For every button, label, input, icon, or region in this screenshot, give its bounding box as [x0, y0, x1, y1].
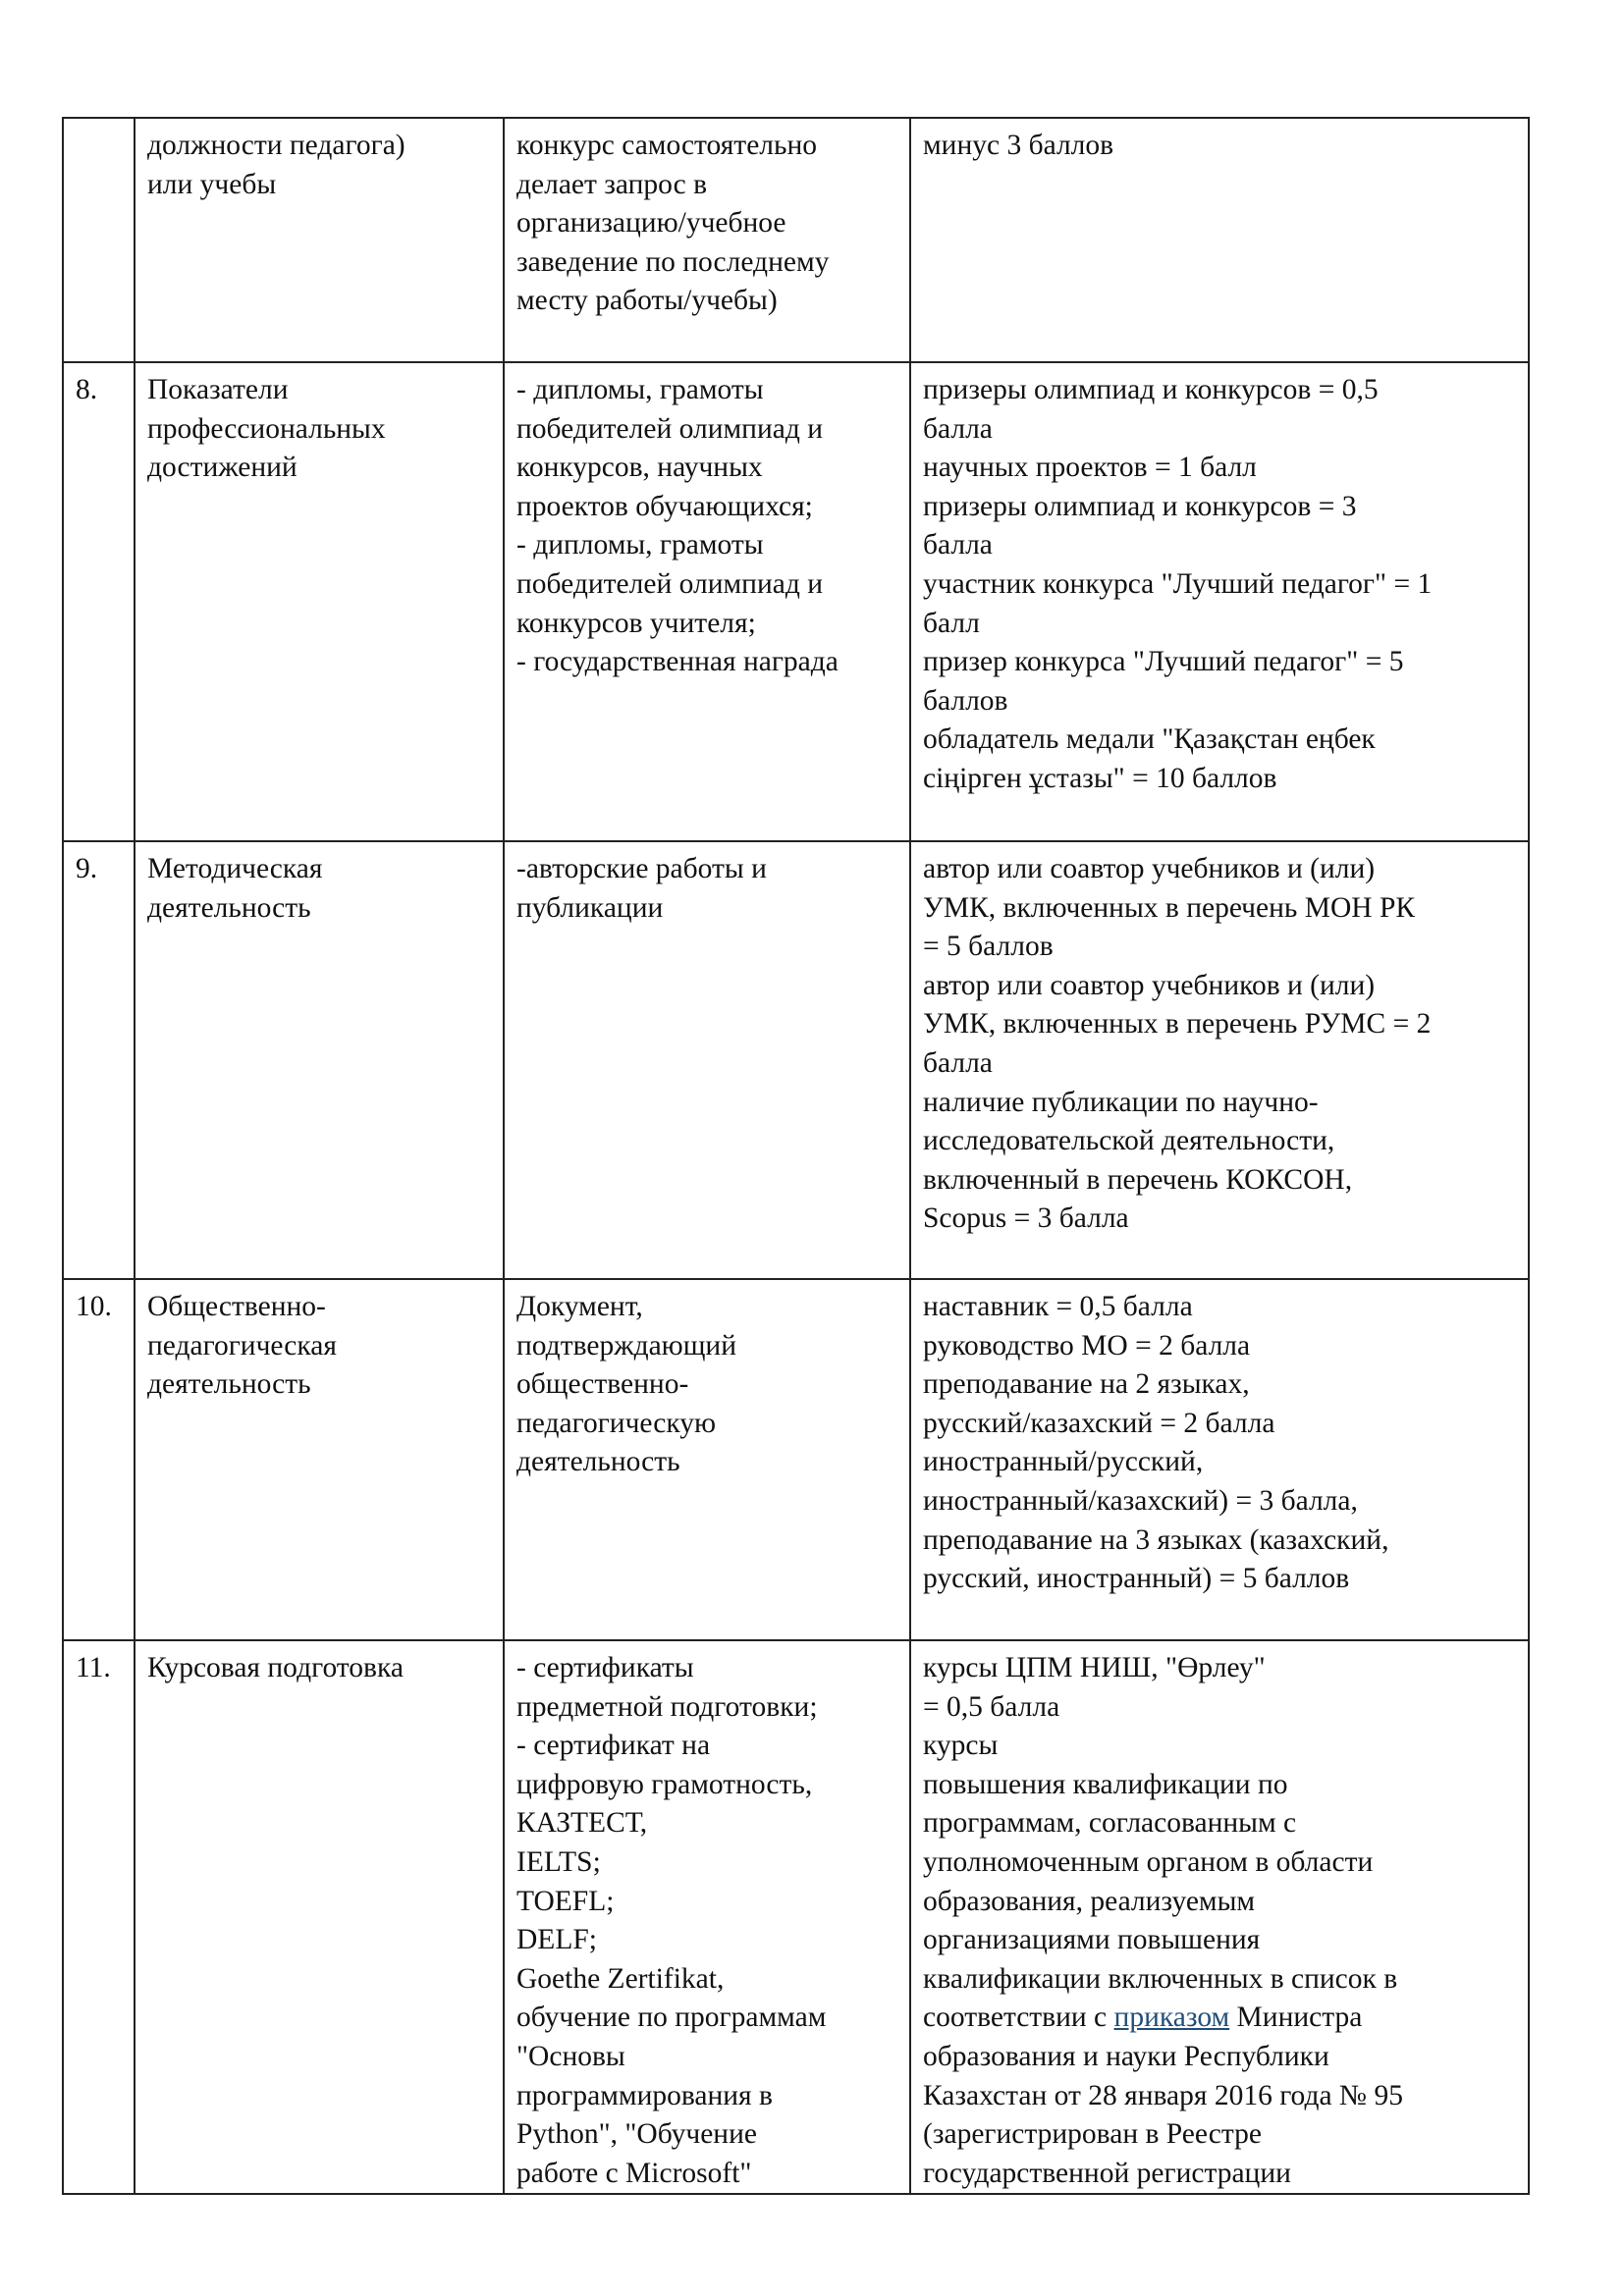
- text-line: квалификации включенных в список в: [923, 1962, 1398, 1995]
- text-line: образования, реализуемым: [923, 1885, 1256, 1917]
- text-line: педагогическая: [147, 1329, 337, 1362]
- text-line: КАЗТЕСТ,: [516, 1807, 648, 1840]
- table-row-8: [63, 362, 1529, 841]
- table-row-7-continued: [63, 118, 1529, 362]
- text-line: автор или соавтор учебников и (или): [923, 853, 1376, 884]
- text-line: DELF;: [516, 1924, 597, 1956]
- criterion-name: [135, 841, 504, 1279]
- text-line: образования и науки Республики: [923, 2040, 1329, 2072]
- text-line: балл: [923, 607, 980, 639]
- text-line: проектов обучающихся;: [516, 490, 813, 522]
- text-line: преподавание на 2 языках,: [923, 1368, 1250, 1401]
- row-number: 11.: [63, 1640, 135, 2194]
- text-line: программирования в: [516, 2079, 773, 2111]
- criteria-table: [62, 117, 1530, 2195]
- text-line: деятельность: [147, 891, 311, 924]
- text-line: или учебы: [147, 168, 277, 200]
- text-line: IELTS;: [516, 1845, 601, 1878]
- text-line: конкурс самостоятельно: [516, 130, 818, 161]
- text-line: призеры олимпиад и конкурсов = 0,5: [923, 374, 1379, 405]
- text-line: баллов: [923, 684, 1008, 717]
- text-line: автор или соавтор учебников и (или): [923, 969, 1376, 1001]
- text-line: конкурсов учителя;: [516, 607, 756, 639]
- text-line: курсы: [923, 1730, 999, 1762]
- table-row-10: [63, 1279, 1529, 1640]
- text-line: TOEFL;: [516, 1885, 615, 1917]
- text-line: балла: [923, 412, 993, 445]
- text-line: победителей олимпиад и: [516, 567, 823, 600]
- text-line: достижений: [147, 452, 298, 484]
- row-number: [63, 118, 135, 362]
- text-line: Общественно-: [147, 1291, 326, 1322]
- text-line: Python", "Обучение: [516, 2118, 757, 2151]
- text-line: Scopus = 3 балла: [923, 1202, 1129, 1235]
- table-row-9: [63, 841, 1529, 1279]
- text-line: деятельность: [147, 1368, 311, 1401]
- text-line: цифровую грамотность,: [516, 1768, 813, 1800]
- supporting-documents: [504, 1640, 910, 2194]
- text-line: общественно-: [516, 1368, 689, 1401]
- criterion-name: [135, 362, 504, 841]
- text-line: уполномоченным органом в области: [923, 1845, 1374, 1878]
- text-line: призер конкурса "Лучший педагог" = 5: [923, 646, 1404, 678]
- text-line: иностранный/казахский) = 3 балла,: [923, 1484, 1358, 1517]
- text-line: победителей олимпиад и: [516, 412, 823, 445]
- table-row-11: [63, 1640, 1529, 2194]
- text-fragment: Министра: [1229, 2002, 1363, 2034]
- text-line: иностранный/русский,: [923, 1446, 1204, 1478]
- text-line: организациями повышения: [923, 1924, 1261, 1956]
- text-line: -авторские работы и: [516, 853, 767, 884]
- text-line: заведение по последнему: [516, 245, 830, 278]
- text-line: повышения квалификации по: [923, 1768, 1288, 1800]
- text-line: делает запрос в: [516, 168, 708, 200]
- criterion-name: [135, 1279, 504, 1640]
- text-line: - сертификат на: [516, 1730, 711, 1762]
- text-line: наставник = 0,5 балла: [923, 1291, 1193, 1322]
- text-line: предметной подготовки;: [516, 1690, 818, 1723]
- text-line: месту работы/учебы): [516, 285, 778, 317]
- text-line: публикации: [516, 891, 664, 924]
- score-rules: [910, 118, 1529, 362]
- text-line: - государственная награда: [516, 646, 839, 678]
- text-line: должности педагога): [147, 130, 406, 161]
- text-line: - сертификаты: [516, 1652, 694, 1683]
- row-number: 8.: [63, 362, 135, 841]
- text-line: - дипломы, грамоты: [516, 529, 764, 561]
- supporting-documents: [504, 118, 910, 362]
- criterion-name: [135, 1640, 504, 2194]
- criterion-name: [135, 118, 504, 362]
- text-line: руководство МО = 2 балла: [923, 1329, 1251, 1362]
- text-line: курсы ЦПМ НИШ, "Өрлеу": [923, 1652, 1266, 1683]
- text-line: конкурсов, научных: [516, 452, 763, 484]
- text-line: наличие публикации по научно-: [923, 1086, 1319, 1118]
- text-line: "Основы: [516, 2040, 625, 2072]
- text-line: научных проектов = 1 балл: [923, 452, 1257, 484]
- text-line: исследовательской деятельности,: [923, 1125, 1335, 1157]
- text-fragment: соответствии с: [923, 2002, 1114, 2034]
- text-line: минус 3 баллов: [923, 130, 1114, 161]
- text-line: педагогическую: [516, 1407, 717, 1439]
- text-line: Казахстан от 28 января 2016 года № 95: [923, 2079, 1403, 2111]
- text-line: русский, иностранный) = 5 баллов: [923, 1563, 1350, 1595]
- text-line: русский/казахский = 2 балла: [923, 1407, 1275, 1439]
- order-link[interactable]: приказом: [1113, 2002, 1230, 2034]
- text-line: УМК, включенных в перечень МОН РК: [923, 891, 1416, 924]
- text-line: (зарегистрирован в Реестре: [923, 2118, 1262, 2151]
- text-line: Показатели: [147, 374, 289, 405]
- supporting-documents: [504, 1279, 910, 1640]
- text-line: балла: [923, 1046, 993, 1079]
- score-rules: [910, 1640, 1529, 2194]
- text-line: Документ,: [516, 1291, 643, 1322]
- supporting-documents: [504, 841, 910, 1279]
- text-line: призеры олимпиад и конкурсов = 3: [923, 490, 1357, 522]
- text-line: = 5 баллов: [923, 931, 1054, 963]
- text-line: Goethe Zertifikat,: [516, 1962, 725, 1995]
- text-line: подтверждающий: [516, 1329, 737, 1362]
- text-line: работе с Microsoft": [516, 2157, 752, 2189]
- row-number: 9.: [63, 841, 135, 1279]
- text-line: организацию/учебное: [516, 207, 786, 240]
- text-line-with-link: [923, 1999, 1518, 2038]
- text-line: включенный в перечень КОКСОН,: [923, 1163, 1353, 1196]
- row-number: 10.: [63, 1279, 135, 1640]
- score-rules: [910, 362, 1529, 841]
- text-line: обучение по программам: [516, 2002, 827, 2034]
- text-line: обладатель медали "Қазақстан еңбек: [923, 723, 1376, 756]
- text-line: профессиональных: [147, 412, 386, 445]
- text-line: государственной регистрации: [923, 2157, 1291, 2189]
- text-line: участник конкурса "Лучший педагог" = 1: [923, 567, 1433, 600]
- text-line: программам, согласованным с: [923, 1807, 1297, 1840]
- score-rules: [910, 841, 1529, 1279]
- text-line: - дипломы, грамоты: [516, 374, 764, 405]
- text-line: Курсовая подготовка: [147, 1652, 404, 1683]
- text-line: УМК, включенных в перечень РУМС = 2: [923, 1008, 1432, 1041]
- text-line: Методическая: [147, 853, 323, 884]
- text-line: деятельность: [516, 1446, 680, 1478]
- text-line: преподавание на 3 языках (казахский,: [923, 1523, 1389, 1556]
- text-line: сіңірген ұстазы" = 10 баллов: [923, 762, 1277, 794]
- score-rules: [910, 1279, 1529, 1640]
- supporting-documents: [504, 362, 910, 841]
- text-line: = 0,5 балла: [923, 1690, 1060, 1723]
- text-line: балла: [923, 529, 993, 561]
